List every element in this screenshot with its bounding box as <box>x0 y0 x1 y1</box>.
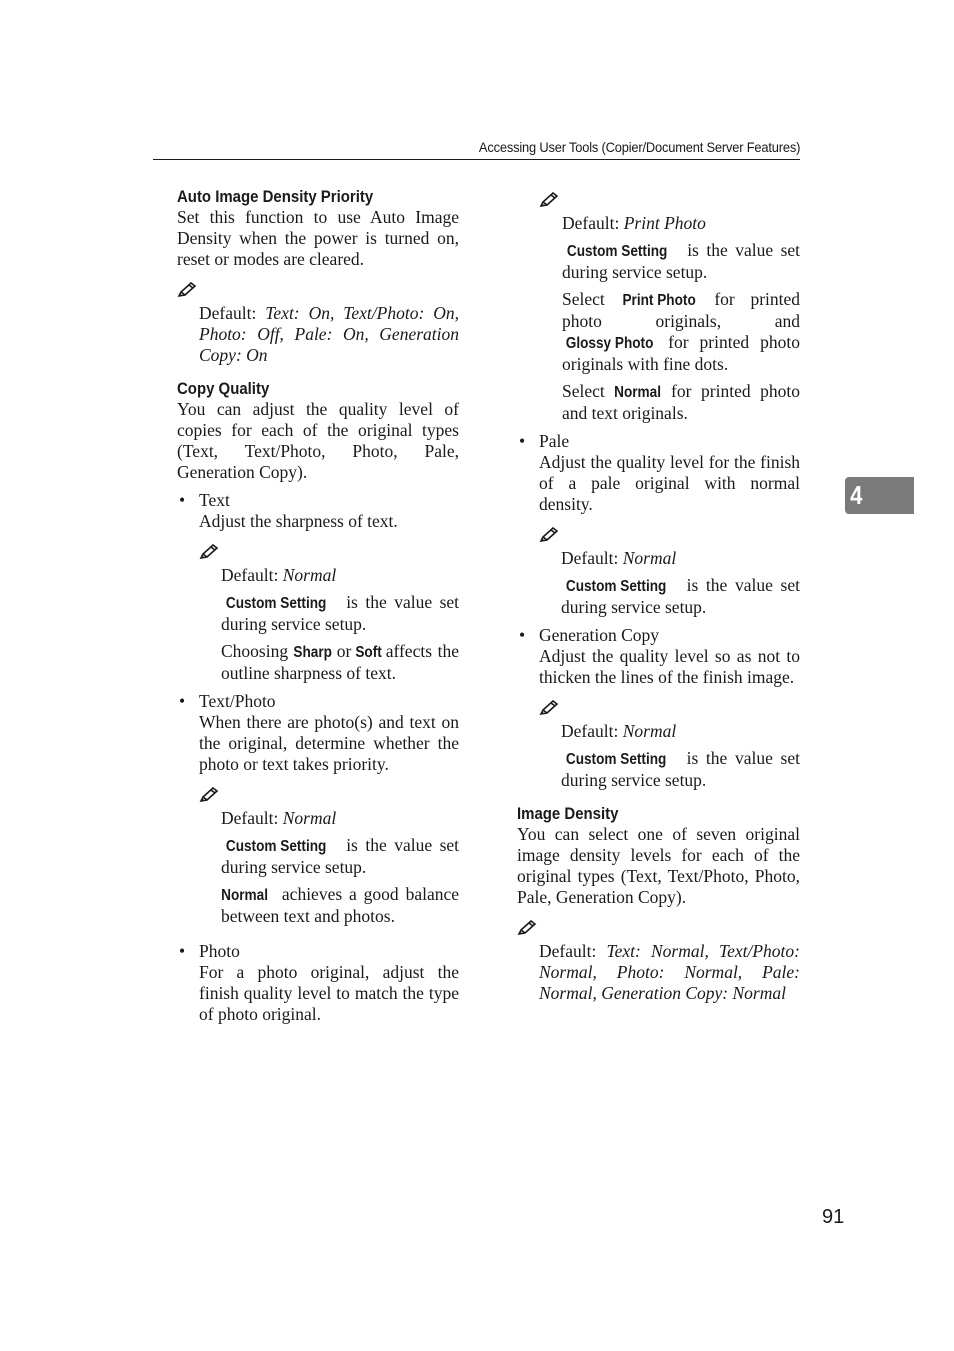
chapter-tab <box>845 477 914 514</box>
note-text: is the value set during service setup. <box>561 748 801 790</box>
custom-setting-key: Custom Setting <box>565 578 667 595</box>
default-value: Normal <box>622 548 677 568</box>
textphoto-normal-note <box>221 884 459 927</box>
default-value: Text: On, Text/Photo: On, Photo: Off, Pale: On, Generation Copy: On <box>199 303 459 365</box>
item-body: When there are photo(s) and text on the original, determine whether the photo or text takes priority. <box>199 712 459 774</box>
auto-image-default <box>199 303 459 366</box>
normal-key: Normal <box>614 384 662 401</box>
default-value: Normal <box>622 721 677 741</box>
item-body: For a photo original, adjust the finish quality level to match the type of photo original. <box>199 962 459 1024</box>
note-text: for printed photo originals, and <box>562 289 801 331</box>
list-item-pale <box>519 431 801 618</box>
auto-image-heading: Auto Image Density Priority <box>177 187 374 206</box>
item-body: Adjust the quality level for the finish of a pale original with normal density. <box>539 452 800 514</box>
header-title: Accessing User Tools (Copier/Document Server Features) <box>478 139 800 155</box>
pencil-note-icon <box>199 544 219 561</box>
default-label: Default: <box>539 941 597 961</box>
pencil-note-icon <box>539 527 559 544</box>
bullet-icon: • <box>519 625 526 645</box>
photo-default <box>562 213 800 234</box>
note-text: Select <box>562 381 605 401</box>
list-item-text <box>179 490 460 684</box>
note-text: is the value set during service setup. <box>562 240 801 282</box>
default-label: Default: <box>561 721 619 741</box>
textphoto-custom-note <box>221 835 459 878</box>
bullet-icon: • <box>519 431 526 451</box>
copy-quality-heading: Copy Quality <box>177 379 270 398</box>
bullet-icon: • <box>179 490 186 510</box>
custom-setting-key: Custom Setting <box>225 838 327 855</box>
default-value: Print Photo <box>623 213 706 233</box>
chapter-number: 4 <box>850 480 863 510</box>
left-column <box>177 186 459 1025</box>
item-title: Photo <box>199 941 240 961</box>
bullet-icon: • <box>179 691 186 711</box>
note-text: Select <box>562 289 605 309</box>
note-text: affects the outline sharpness of text. <box>221 641 460 683</box>
pencil-note-icon <box>177 282 197 299</box>
pencil-note-icon <box>199 787 219 804</box>
pale-custom-note <box>561 575 800 618</box>
item-body: Adjust the sharpness of text. <box>199 511 398 531</box>
pencil-note-icon <box>539 700 559 717</box>
default-label: Default: <box>221 808 279 828</box>
auto-image-body: Set this function to use Auto Image Density when the power is turned on, reset or modes are cleared. <box>177 207 459 269</box>
item-title: Text/Photo <box>199 691 276 711</box>
custom-setting-key: Custom Setting <box>225 595 327 612</box>
image-density-default <box>539 941 800 1004</box>
item-title: Generation Copy <box>539 625 660 645</box>
default-value: Text: Normal, Text/Photo: Normal, Photo: Normal, Pale: Normal, Generation Copy: Normal <box>539 941 800 1003</box>
photo-normal-note <box>562 381 800 424</box>
textphoto-default <box>221 808 459 829</box>
note-text: is the value set during service setup. <box>221 835 460 877</box>
custom-setting-key: Custom Setting <box>565 751 667 768</box>
note-text: for printed photo originals with fine dots. <box>562 332 800 374</box>
page-number: 91 <box>822 1206 845 1228</box>
item-body: Adjust the quality level so as not to thicken the lines of the finish image. <box>539 646 800 687</box>
note-text: for printed photo and text originals. <box>562 381 801 423</box>
soft-key: Soft <box>355 644 382 661</box>
note-text: is the value set during service setup. <box>561 575 801 617</box>
image-density-heading: Image Density <box>517 804 619 823</box>
pale-default <box>561 548 800 569</box>
default-label: Default: <box>561 548 619 568</box>
item-title: Text <box>199 490 230 510</box>
photo-custom-note <box>562 240 800 283</box>
normal-key: Normal <box>221 887 268 904</box>
photo-select-note <box>562 289 800 375</box>
list-item-text-photo <box>179 691 460 927</box>
default-label: Default: <box>221 565 279 585</box>
glossy-photo-key: Glossy Photo <box>565 335 654 352</box>
note-text: is the value set during service setup. <box>221 592 460 634</box>
text-custom-note <box>221 592 459 635</box>
text-choose-note <box>221 641 459 684</box>
bullet-icon: • <box>179 941 186 961</box>
note-text: achieves a good balance between text and photos. <box>221 884 459 926</box>
pencil-note-icon <box>517 920 537 937</box>
note-text: or <box>336 641 352 661</box>
default-value: Normal <box>282 808 337 828</box>
item-title: Pale <box>539 431 570 451</box>
default-value: Normal <box>282 565 337 585</box>
list-item-generation-copy <box>519 625 801 791</box>
list-item-photo <box>179 941 459 1025</box>
note-text: Choosing <box>221 641 289 661</box>
generation-custom-note <box>561 748 800 791</box>
sharp-key: Sharp <box>293 644 332 661</box>
running-header <box>153 137 800 160</box>
right-column <box>517 192 800 1004</box>
default-label: Default: <box>562 213 620 233</box>
pencil-note-icon <box>539 192 559 209</box>
text-default <box>221 565 459 586</box>
copy-quality-body: You can adjust the quality level of copies for each of the original types (Text, Text/Photo, Photo, Pale, Generation Copy). <box>177 399 459 482</box>
image-density-body: You can select one of seven original image density levels for each of the original types (Text, Text/Photo, Photo, Pale, Generation Copy). <box>517 824 800 907</box>
custom-setting-key: Custom Setting <box>566 243 668 260</box>
generation-default <box>561 721 800 742</box>
print-photo-key: Print Photo <box>622 292 697 309</box>
default-label: Default: <box>199 303 257 323</box>
